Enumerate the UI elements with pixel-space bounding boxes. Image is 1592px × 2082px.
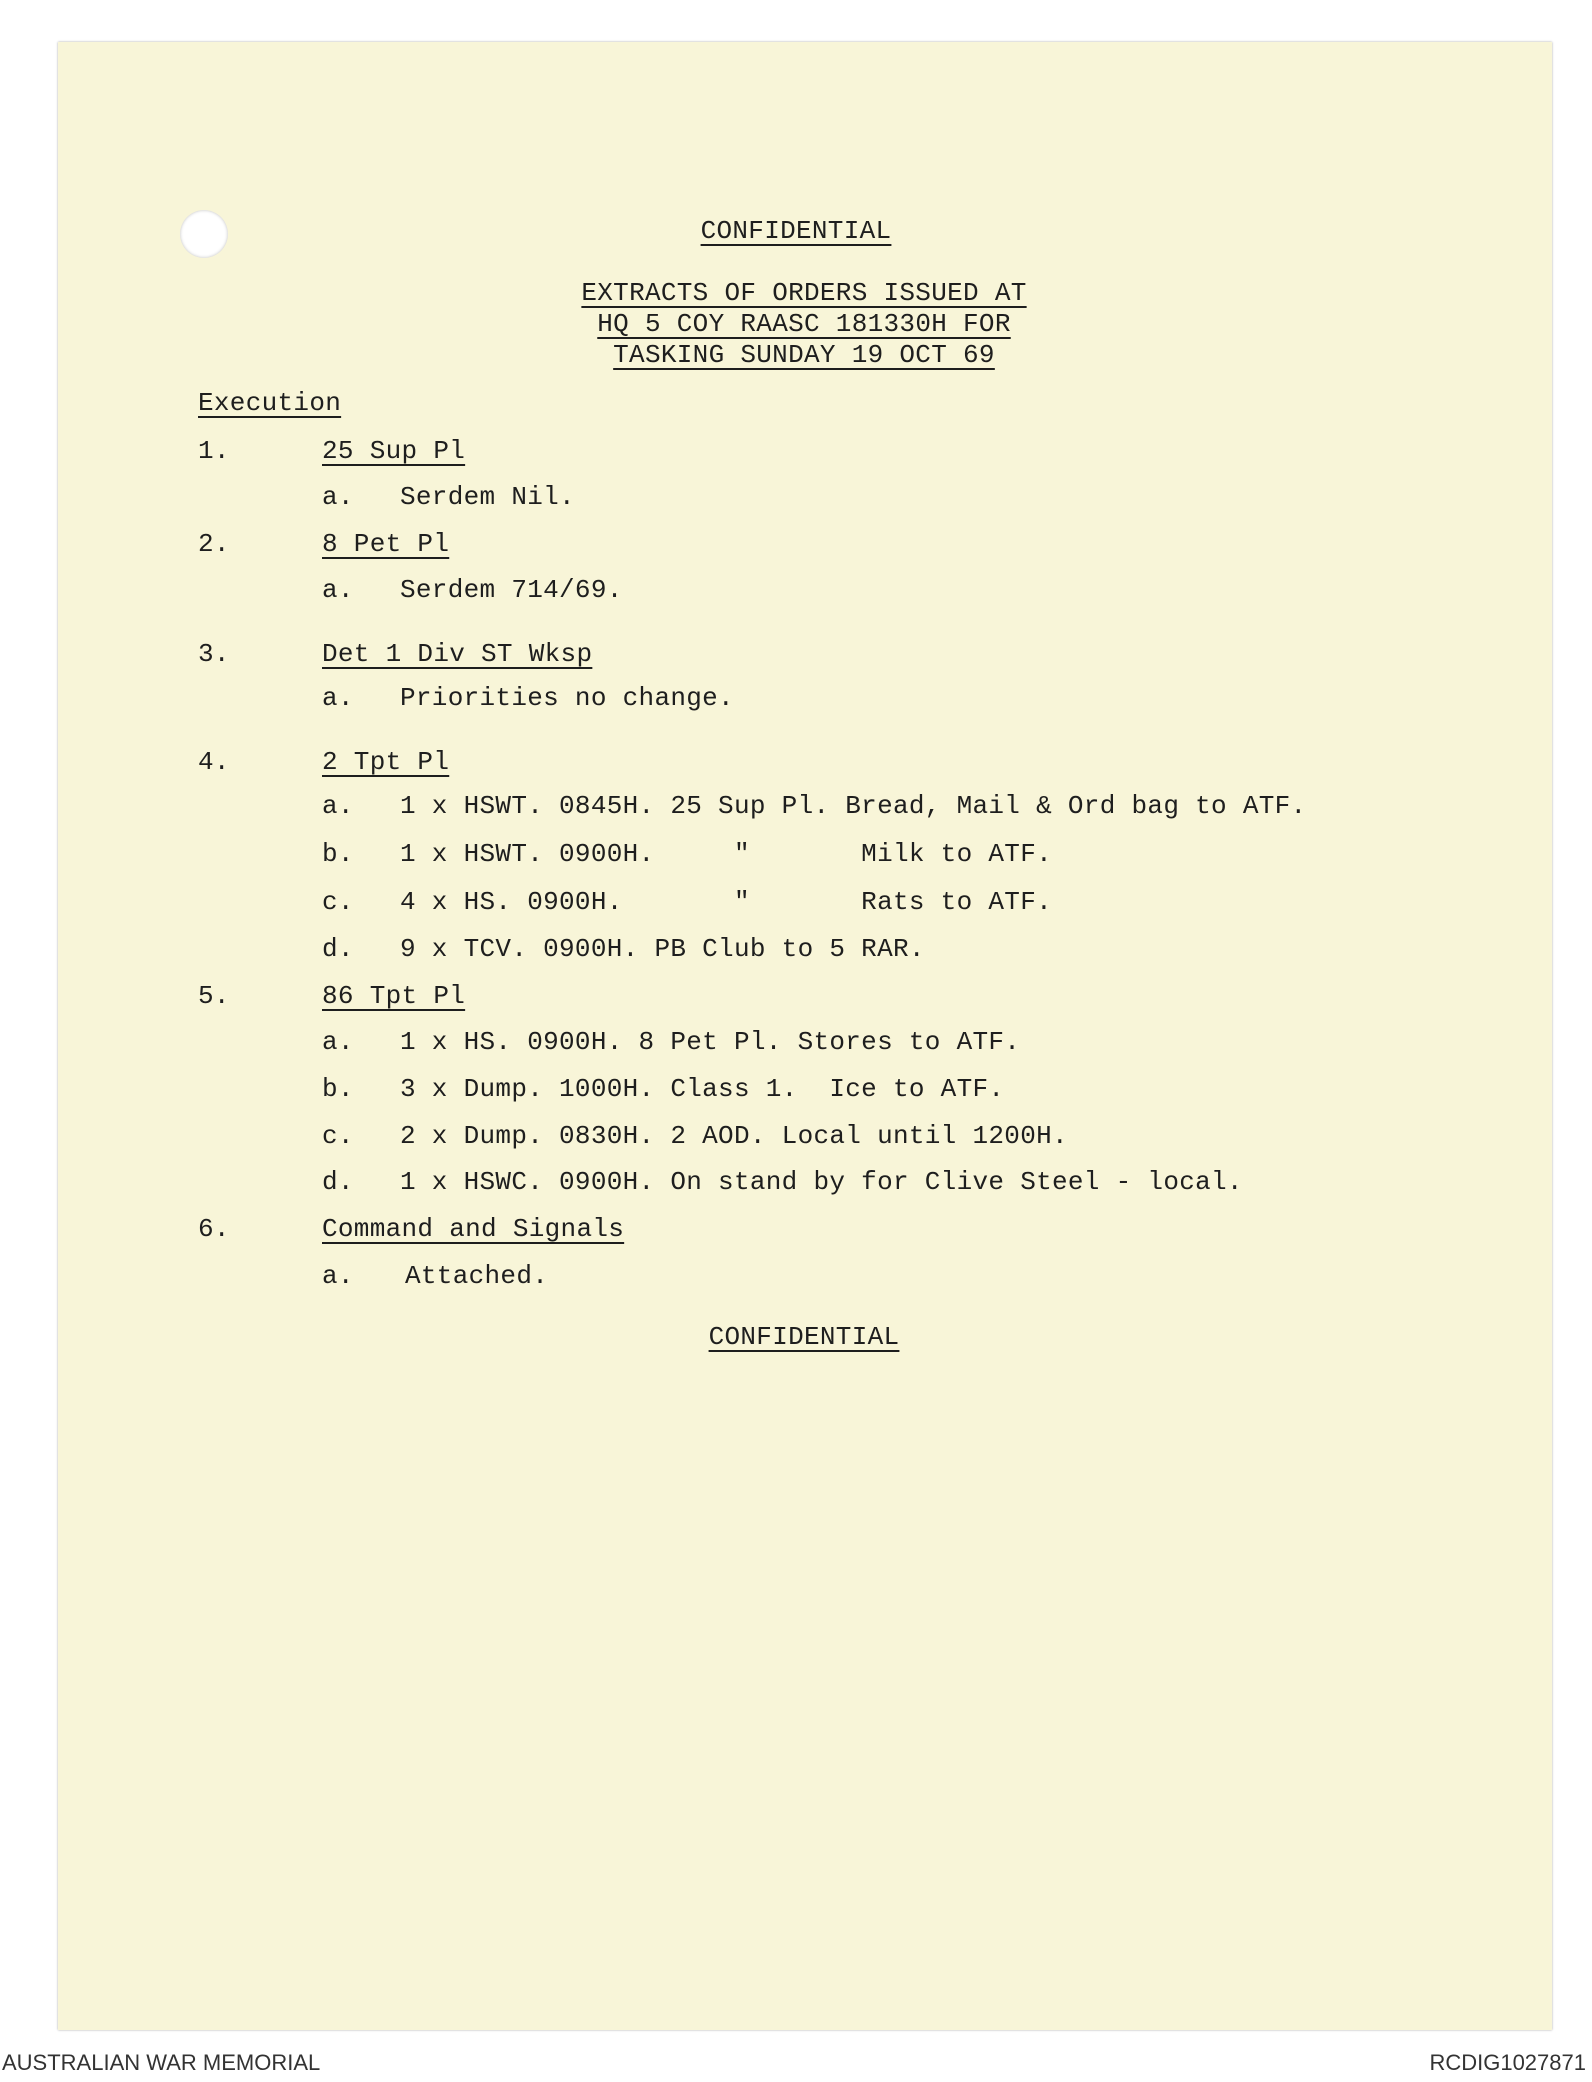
- sub-letter: c.: [322, 887, 354, 917]
- sub-text: 4 x HS. 0900H. " Rats to ATF.: [400, 887, 1053, 917]
- sub-letter: a.: [322, 575, 354, 605]
- sub-text: 1 x HSWT. 0845H. 25 Sup Pl. Bread, Mail & Ord bag to ATF.: [400, 791, 1307, 821]
- sub-text: Attached.: [405, 1261, 549, 1291]
- title-line-1: EXTRACTS OF ORDERS ISSUED AT: [581, 278, 1027, 308]
- item-heading: 25 Sup Pl: [322, 436, 466, 466]
- sub-text: 1 x HS. 0900H. 8 Pet Pl. Stores to ATF.: [400, 1027, 1021, 1057]
- item-number: 6.: [198, 1214, 230, 1244]
- footer-confidential: CONFIDENTIAL: [708, 1322, 900, 1352]
- credit-right: RCDIG1027871: [1429, 2050, 1586, 2075]
- item-heading: 2 Tpt Pl: [322, 747, 450, 777]
- sub-letter: a.: [322, 1027, 354, 1057]
- sub-text: 2 x Dump. 0830H. 2 AOD. Local until 1200H.: [400, 1121, 1068, 1151]
- sub-letter: d.: [322, 1167, 354, 1197]
- sub-letter: a.: [322, 482, 354, 512]
- item-number: 5.: [198, 981, 230, 1011]
- title-line-2: HQ 5 COY RAASC 181330H FOR: [597, 309, 1011, 339]
- sub-letter: d.: [322, 934, 354, 964]
- sub-letter: c.: [322, 1121, 354, 1151]
- sub-text: 1 x HSWT. 0900H. " Milk to ATF.: [400, 839, 1053, 869]
- item-heading: Det 1 Div ST Wksp: [322, 639, 593, 669]
- sub-letter: a.: [322, 1261, 354, 1291]
- sub-text: 1 x HSWC. 0900H. On stand by for Clive Steel - local.: [400, 1167, 1243, 1197]
- sub-letter: a.: [322, 683, 354, 713]
- item-heading: 8 Pet Pl: [322, 529, 450, 559]
- sub-text: 3 x Dump. 1000H. Class 1. Ice to ATF.: [400, 1074, 1005, 1104]
- header-confidential: CONFIDENTIAL: [700, 216, 892, 246]
- item-number: 2.: [198, 529, 230, 559]
- credit-left: AUSTRALIAN WAR MEMORIAL: [2, 2050, 321, 2075]
- item-heading: Command and Signals: [322, 1214, 625, 1244]
- sub-text: Serdem 714/69.: [400, 575, 623, 605]
- title-line-3: TASKING SUNDAY 19 OCT 69: [613, 340, 995, 370]
- item-number: 3.: [198, 639, 230, 669]
- sub-letter: b.: [322, 839, 354, 869]
- sub-text: Priorities no change.: [400, 683, 734, 713]
- section-heading-execution: Execution: [198, 388, 342, 418]
- item-number: 1.: [198, 436, 230, 466]
- sub-letter: b.: [322, 1074, 354, 1104]
- sub-text: Serdem Nil.: [400, 482, 575, 512]
- item-heading: 86 Tpt Pl: [322, 981, 466, 1011]
- sub-text: 9 x TCV. 0900H. PB Club to 5 RAR.: [400, 934, 925, 964]
- sub-letter: a.: [322, 791, 354, 821]
- item-number: 4.: [198, 747, 230, 777]
